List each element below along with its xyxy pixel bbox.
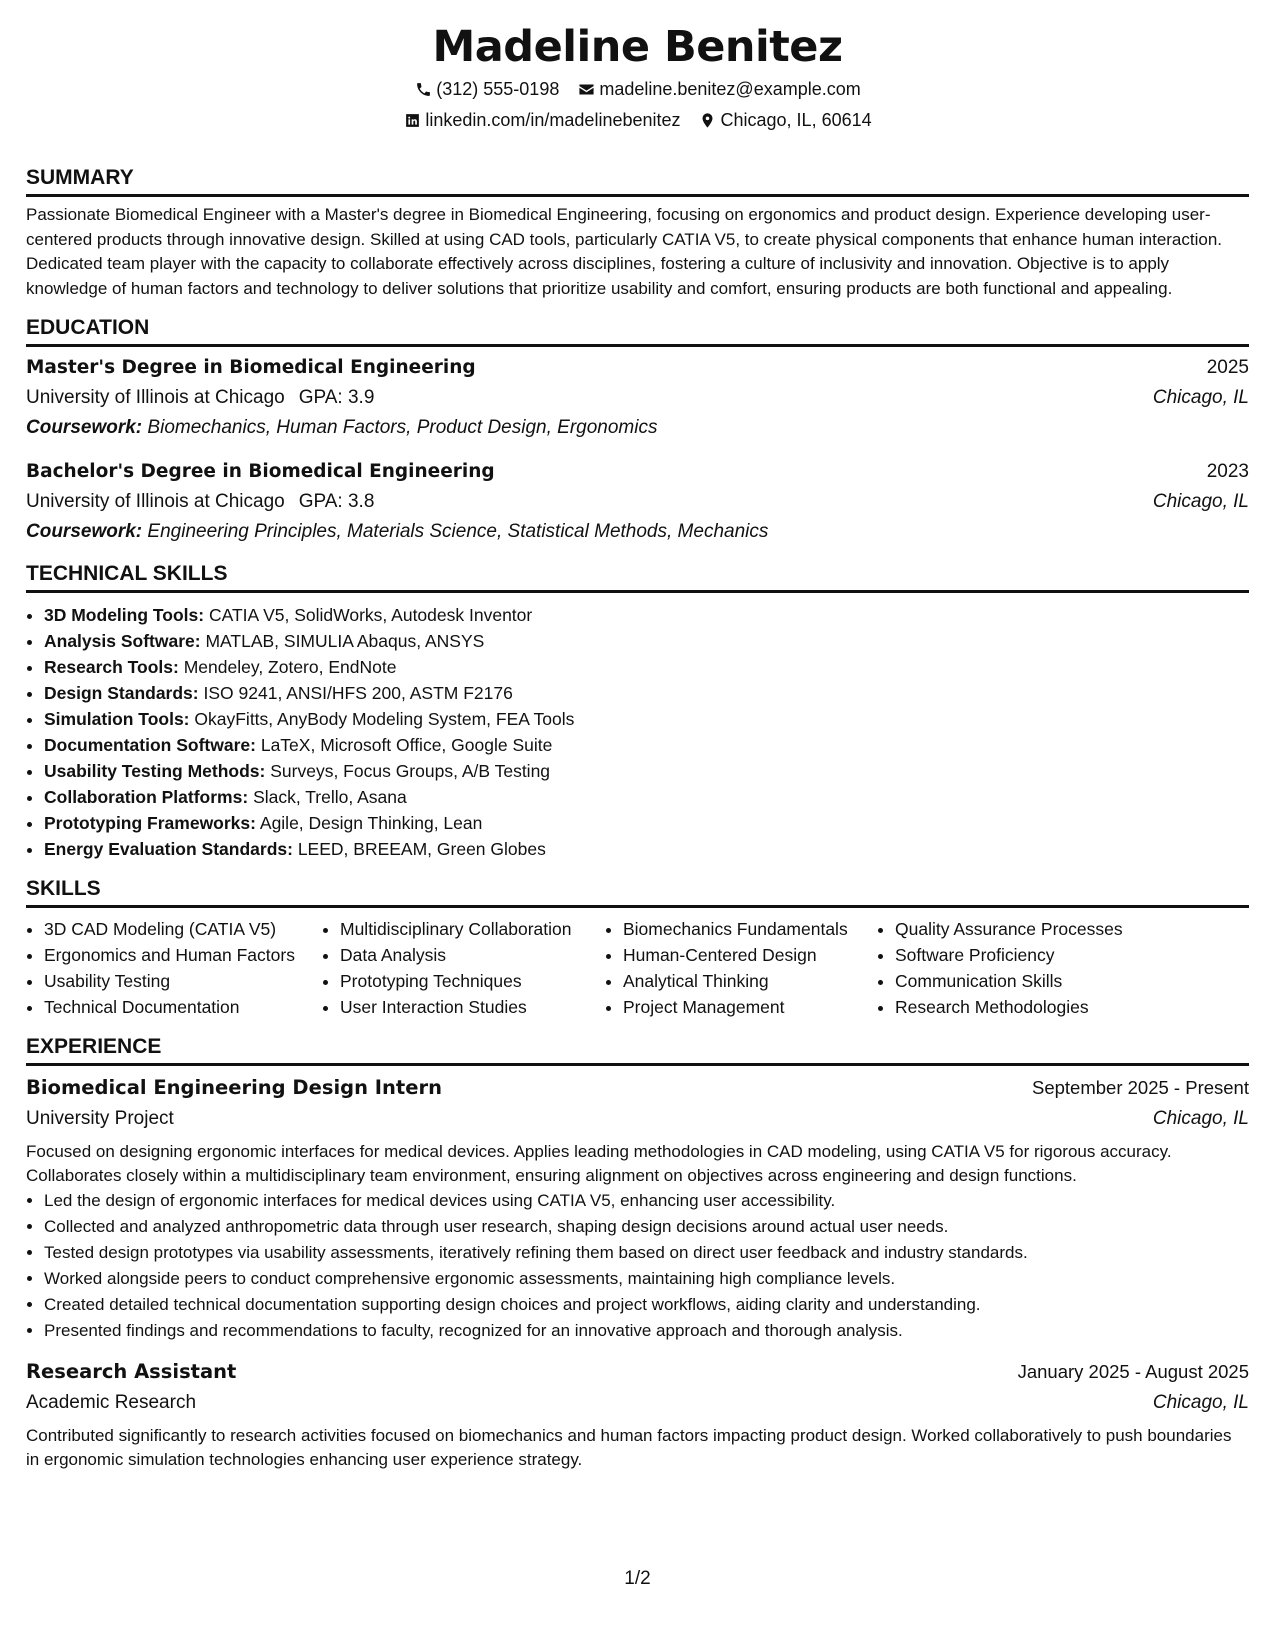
list-item: • Led the design of ergonomic interfaces for medical devices using CATIA V5, enhancing user accessibility. (44, 1188, 1249, 1214)
job-title: Research Assistant (26, 1360, 237, 1383)
list-item: • 3D CAD Modeling (CATIA V5) (44, 916, 322, 942)
contact-row-2 (26, 108, 1249, 132)
job-description: Contributed significantly to research activities focused on biomechanics and human factors impacting product design. Worked collaboratively to push boundaries in ergonomic simulation technologies enhancing user experience strategy. (26, 1426, 1232, 1469)
list-item: • User Interaction Studies (340, 994, 605, 1020)
map-pin-icon (699, 111, 717, 129)
gpa: GPA: 3.9 (298, 387, 375, 408)
skill-category: Research Tools: (44, 657, 179, 677)
job-dates: January 2025 - August 2025 (1017, 1361, 1249, 1382)
list-item: • Ergonomics and Human Factors (44, 942, 322, 968)
job-organization: University Project (26, 1108, 174, 1129)
skill-category: Prototyping Frameworks: (44, 813, 256, 833)
list-item: • Analytical Thinking (623, 968, 877, 994)
technical-skills-heading: TECHNICAL SKILLS (26, 561, 1249, 593)
list-item: • Technical Documentation (44, 994, 322, 1020)
contact-linkedin[interactable] (403, 108, 680, 132)
experience-section (26, 1034, 1249, 1472)
list-item: • Prototyping Techniques (340, 968, 605, 994)
candidate-name: Madeline Benitez (432, 22, 843, 72)
list-item: • Presented findings and recommendations to faculty, recognized for an innovative approach and thorough analysis. (44, 1318, 1249, 1344)
list-item: • Software Proficiency (895, 942, 1123, 968)
skill-values: Slack, Trello, Asana (253, 787, 407, 807)
degree-year: 2023 (1206, 461, 1249, 482)
list-item (44, 654, 1249, 680)
degree-year: 2025 (1206, 357, 1249, 378)
list-item (44, 784, 1249, 810)
list-item (44, 810, 1249, 836)
education-entry (26, 457, 1249, 547)
school-location: Chicago, IL (1152, 491, 1249, 512)
list-item (44, 706, 1249, 732)
skill-category: 3D Modeling Tools: (44, 605, 205, 625)
list-item: • Worked alongside peers to conduct comprehensive ergonomic assessments, maintaining high compliance levels. (44, 1266, 1249, 1292)
coursework-label: Coursework: (26, 417, 143, 438)
job-bullets (26, 1188, 1249, 1344)
education-entry (26, 353, 1249, 443)
coursework-line (26, 517, 1249, 547)
job-dates: September 2025 - Present (1032, 1077, 1249, 1098)
list-item: • Created detailed technical documentation supporting design choices and project workflows, aiding clarity and understanding. (44, 1292, 1249, 1318)
envelope-icon (577, 80, 595, 98)
email-link[interactable]: madeline.benitez@example.com (599, 79, 861, 99)
skills-heading: SKILLS (26, 876, 1249, 908)
list-item: • Biomechanics Fundamentals (623, 916, 877, 942)
skills-section (26, 876, 1249, 1020)
job-organization: Academic Research (26, 1392, 197, 1413)
school-name: University of Illinois at Chicago (26, 387, 285, 408)
gpa: GPA: 3.8 (298, 491, 375, 512)
job-title: Biomedical Engineering Design Intern (26, 1076, 442, 1099)
list-item: • Communication Skills (895, 968, 1123, 994)
contact-email[interactable] (577, 77, 860, 101)
phone-text: (312) 555-0198 (436, 79, 560, 99)
skill-category: Usability Testing Methods: (44, 761, 266, 781)
school-location: Chicago, IL (1152, 387, 1249, 408)
list-item: • Research Methodologies (895, 994, 1123, 1020)
phone-icon (414, 80, 432, 98)
coursework-list: Biomechanics, Human Factors, Product Design, Ergonomics (147, 417, 658, 438)
education-heading: EDUCATION (26, 315, 1249, 347)
contact-location (699, 108, 872, 132)
list-item (44, 680, 1249, 706)
skill-category: Energy Evaluation Standards: (44, 839, 293, 859)
list-item: • Collected and analyzed anthropometric data through user research, shaping design decisions around actual user needs. (44, 1214, 1249, 1240)
skill-values: LaTeX, Microsoft Office, Google Suite (260, 735, 553, 755)
list-item (44, 732, 1249, 758)
contact-phone (414, 77, 559, 101)
skills-grid (26, 916, 1249, 1020)
linkedin-icon (403, 111, 421, 129)
skill-values: Mendeley, Zotero, EndNote (183, 657, 397, 677)
skill-values: MATLAB, SIMULIA Abaqus, ANSYS (205, 631, 485, 651)
coursework-line (26, 413, 1249, 443)
job-location: Chicago, IL (1152, 1392, 1249, 1413)
list-item: • Usability Testing (44, 968, 322, 994)
location-text: Chicago, IL, 60614 (720, 110, 872, 130)
list-item: • Data Analysis (340, 942, 605, 968)
job-entry (26, 1356, 1249, 1472)
skill-values: Surveys, Focus Groups, A/B Testing (270, 761, 551, 781)
coursework-list: Engineering Principles, Materials Science, Statistical Methods, Mechanics (147, 521, 769, 542)
school-name: University of Illinois at Chicago (26, 491, 285, 512)
list-item (44, 758, 1249, 784)
list-item (44, 628, 1249, 654)
technical-skills-section (26, 561, 1249, 862)
school-line (26, 383, 374, 413)
skills-column (322, 916, 605, 1020)
list-item: • Quality Assurance Processes (895, 916, 1123, 942)
contact-row-1 (26, 77, 1249, 101)
job-location: Chicago, IL (1152, 1108, 1249, 1129)
technical-skills-list (26, 602, 1249, 862)
page-number: 1/2 (624, 1568, 651, 1589)
list-item (44, 602, 1249, 628)
list-item (44, 836, 1249, 862)
coursework-label: Coursework: (26, 521, 143, 542)
list-item: • Tested design prototypes via usability assessments, iteratively refining them based on direct user feedback and industry standards. (44, 1240, 1249, 1266)
list-item: • Multidisciplinary Collaboration (340, 916, 605, 942)
skill-category: Documentation Software: (44, 735, 256, 755)
skill-category: Collaboration Platforms: (44, 787, 249, 807)
list-item: • Project Management (623, 994, 877, 1020)
skill-category: Analysis Software: (44, 631, 201, 651)
summary-heading: SUMMARY (26, 165, 1249, 197)
skill-values: OkayFitts, AnyBody Modeling System, FEA Tools (194, 709, 575, 729)
school-line (26, 487, 374, 517)
list-item: • Human-Centered Design (623, 942, 877, 968)
skill-values: Agile, Design Thinking, Lean (259, 813, 483, 833)
skill-category: Simulation Tools: (44, 709, 190, 729)
skill-values: ISO 9241, ANSI/HFS 200, ASTM F2176 (203, 683, 513, 703)
skills-column (605, 916, 877, 1020)
skill-values: LEED, BREEAM, Green Globes (297, 839, 546, 859)
skills-column (877, 916, 1123, 1020)
skills-column (26, 916, 322, 1020)
skill-category: Design Standards: (44, 683, 199, 703)
resume-page (26, 20, 1249, 1472)
linkedin-link[interactable]: linkedin.com/in/madelinebenitez (425, 110, 681, 130)
degree-title: Bachelor's Degree in Biomedical Engineering (26, 461, 495, 482)
education-section (26, 315, 1249, 547)
experience-heading: EXPERIENCE (26, 1034, 1249, 1066)
job-description: Focused on designing ergonomic interfaces for medical devices. Applies leading methodologies in CAD modeling, using CATIA V5 for rigorous accuracy. Collaborates closely within a multidisciplinary team environment, ensuring alignment on objectives across engineering and design functions. (26, 1142, 1172, 1185)
skill-values: CATIA V5, SolidWorks, Autodesk Inventor (208, 605, 533, 625)
job-entry (26, 1072, 1249, 1344)
degree-title: Master's Degree in Biomedical Engineering (26, 357, 476, 378)
summary-text: Passionate Biomedical Engineer with a Master's degree in Biomedical Engineering, focusing on ergonomics and product design. Experience developing user-centered products through innovative design. Skilled at using CAD tools, particularly CATIA V5, to create physical components that enhance human interaction. Dedicated team player with the capacity to collaborate effectively across disciplines, fostering a culture of inclusivity and innovation. Objective is to apply knowledge of human factors and technology to deliver solutions that prioritize usability and comfort, ensuring products are both functional and appealing. (26, 205, 1223, 298)
